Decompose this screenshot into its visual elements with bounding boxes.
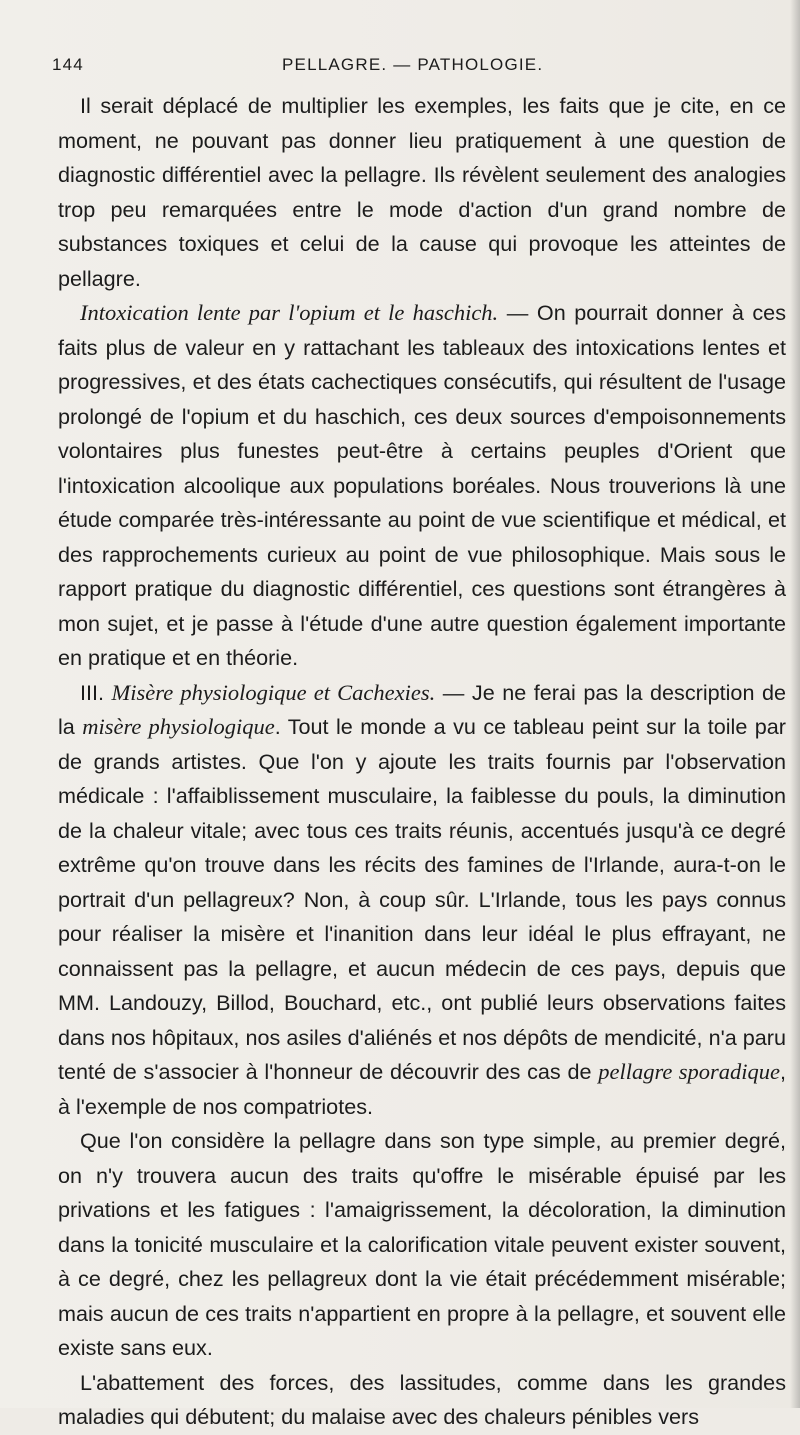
paragraph-3-text-b: . Tout le monde a vu ce tableau peint sur la toile par de grands artistes. Que l'on y ajoute les traits fournis par l'observation médicale : l'affaiblissement musculaire, la faiblesse du pouls, la diminution de la chaleur vitale; avec tous ces traits réunis, accentués jusqu'à ce degré extrême qu'on trouve dans les récits des famines de l'Irlande, aura-t-on le portrait d'un pellagreux? Non, à coup sûr. L'Irlande, tous les pays connus pour réaliser la misère et l'inanition dans leur idéal le plus effrayant, ne connaissent pas la pellagre, et aucun médecin de ces pays, depuis que MM. Landouzy, Billod, Bouchard, etc., ont publié leurs observations faites dans nos hôpitaux, nos asiles d'aliénés et nos dépôts de mendicité, n'a paru tenté de s'associer à l'honneur de découvrir des cas de <box>58 714 786 1084</box>
paragraph-2-text: — On pourrait donner à ces faits plus de valeur en y rattachant les tableaux des intoxications lentes et progressives, et des états cachectiques consécutifs, qui résultent de l'usage prolongé de l'opium et du haschich, ces deux sources d'empoisonnements volontaires plus funestes peut-être à certains peuples d'Orient que l'intoxication alcoolique aux populations boréales. Nous trouverions là une étude comparée très-intéressante au point de vue scientifique et médical, et des rapprochements curieux au point de vue philosophique. Mais sous le rapport pratique du diagnostic différentiel, ces questions sont étrangères à mon sujet, et je passe à l'étude d'une autre question également importante en pratique et en théorie. <box>58 300 786 670</box>
section-heading-opium: Intoxication lente par l'opium et le haschich. <box>80 300 499 325</box>
paragraph-3-text-c: , à l'exemple de nos compatriotes. <box>58 1059 786 1119</box>
paragraph-5 <box>58 1366 786 1435</box>
italic-term-misere: misère physiologique <box>82 714 275 739</box>
paragraph-1-text: Il serait déplacé de multiplier les exemples, les faits que je cite, en ce moment, ne pouvant pas donner lieu pratiquement à une question de diagnostic différentiel avec la pellagre. Ils révèlent seulement des analogies trop peu remarquées entre le mode d'action d'un grand nombre de substances toxiques et celui de la cause qui provoque les atteintes de pellagre. <box>58 93 786 291</box>
section-heading-misere: Misère physiologique et Cachexies. <box>111 679 436 705</box>
page-header <box>52 50 772 80</box>
running-head: PELLAGRE. — PATHOLOGIE. <box>282 55 544 74</box>
paragraph-3 <box>58 676 786 1125</box>
body-text <box>58 89 786 1435</box>
paragraph-3-text-a: — Je ne ferai pas la description de la <box>58 679 787 739</box>
italic-term-pellagre: pellagre sporadique <box>598 1059 780 1084</box>
section-numeral: III. <box>80 679 112 705</box>
paragraph-1 <box>58 89 786 296</box>
paragraph-4-text: Que l'on considère la pellagre dans son type simple, au premier degré, on n'y trouvera aucun des traits qu'offre le misérable épuisé par les privations et les fatigues : l'amaigrissement, la décoloration, la diminution dans la tonicité musculaire et la calorification vitale peuvent exister souvent, à ce degré, chez les pellagreux dont la vie était précédemment misérable; mais aucun de ces traits n'appartient en propre à la pellagre, et souvent elle existe sans eux. <box>58 1128 786 1360</box>
page-edge-shadow <box>790 0 800 1408</box>
paragraph-5-text: L'abattement des forces, des lassitudes, comme dans les grandes maladies qui débutent; du malaise avec des chaleurs pénibles vers <box>58 1369 786 1429</box>
paragraph-4 <box>58 1124 786 1366</box>
page-number: 144 <box>52 55 84 74</box>
paragraph-2 <box>58 296 786 676</box>
